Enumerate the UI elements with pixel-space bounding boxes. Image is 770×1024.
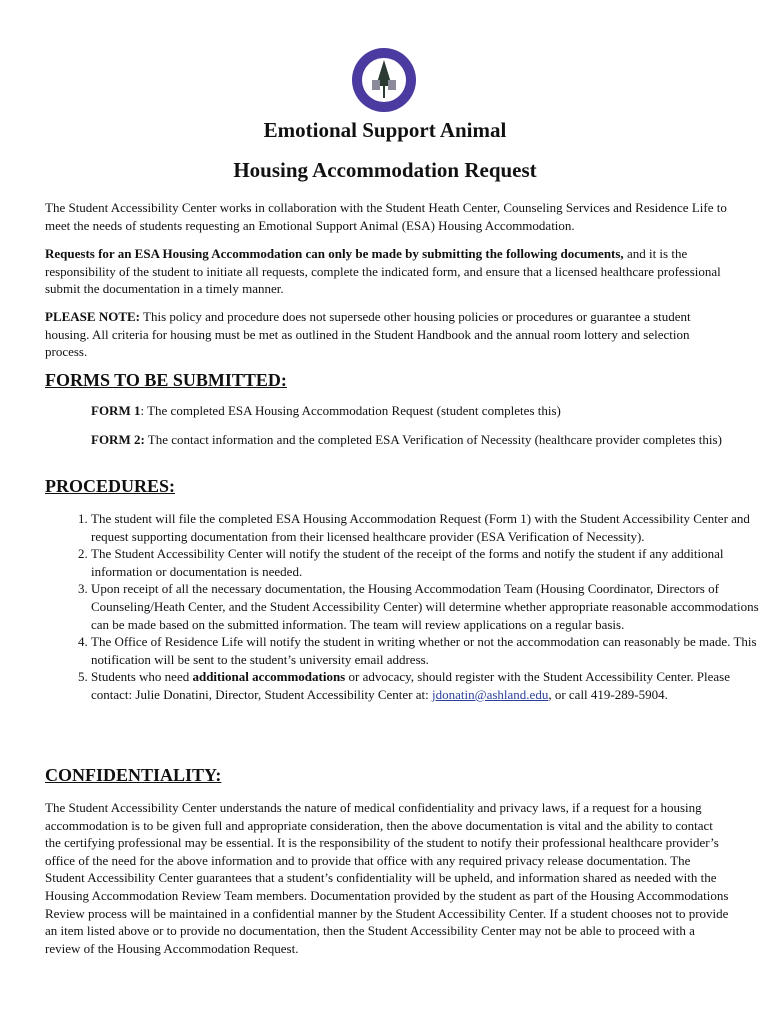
procedures-list <box>45 510 770 704</box>
form-1-text: : The completed ESA Housing Accommodation Request (student completes this) <box>140 403 561 418</box>
intro-paragraph: The Student Accessibility Center works in collaboration with the Student Heath Center, Counseling Services and Residence Life to meet the needs of students requesting an Emotional Support Animal (ESA) Housing Accommodation. <box>45 200 727 233</box>
confidentiality-paragraph: The Student Accessibility Center understands the nature of medical confidentiality and privacy laws, if a request for a housing accommodation is to be given full and appropriate consideration, then the above documentation is vital and the ability to contact the certifying professional may be essential. It is the responsibility of the student to notify their professional healthcare provider’s office of the need for the above information and to provide that office with any required privacy release documentation. The Student Accessibility Center guarantees that a student’s confidentiality will be upheld, and information shared as needed with the Housing Accommodation Review Team members. Documentation provided by the student as part of the Housing Accommodations Review process will be maintained in a confidential manner by the Student Accessibility Center. If a student chooses not to provide an item listed above or to provide no documentation, then the Student Accessibility Center may not be able to proceed with a review of the Housing Accommodation Request. <box>45 800 729 956</box>
item5-pre: Students who need <box>91 669 193 685</box>
form-2-text: The contact information and the completed ESA Verification of Necessity (healthcare provider completes this) <box>144 432 722 447</box>
form-1 <box>91 402 731 420</box>
note-text: This policy and procedure does not supersede other housing policies or procedures or guarantee a student housing. All criteria for housing must be met as outlined in the Student Handbook and the annual room lottery and selection process. <box>45 309 691 360</box>
requests-paragraph <box>45 245 730 298</box>
requests-bold: Requests for an ESA Housing Accommodation can only be made by submitting the following documents, <box>45 246 624 261</box>
note-label: PLEASE NOTE: <box>45 309 140 324</box>
university-seal-logo <box>350 46 418 114</box>
procedures-heading: PROCEDURES: <box>45 476 176 496</box>
confidentiality-heading: CONFIDENTIALITY: <box>45 765 222 785</box>
requests-text: and it is the responsibility of the student to initiate all requests, complete the indicated form, and ensure that a licensed healthcare professional submit the documentation in a timely manner. <box>45 246 721 297</box>
procedure-item: 3. Upon receipt of all the necessary documentation, the Housing Accommodation Team (Housing Coordinator, Directors of Counseling/Heath Center, and the Student Accessibility Center) will determine whether appropriate reasonable accommodations can be made based on the submitted information. The team will review applications on a regular basis. <box>91 580 770 633</box>
item5-bold: additional accommodations <box>192 669 346 685</box>
form-2 <box>91 431 731 449</box>
procedure-item: 1. The student will file the completed ESA Housing Accommodation Request (Form 1) with the Student Accessibility Center and request supporting documentation from their licensed healthcare provider (ESA Verification of Necessity). <box>91 510 770 545</box>
procedure-item: 2. The Student Accessibility Center will notify the student of the receipt of the forms and notify the student if any additional information or documentation is needed. <box>91 545 770 580</box>
forms-heading: FORMS TO BE SUBMITTED: <box>45 370 287 390</box>
item5-mid: or advocacy, should register with the Student Accessibility Center. Please contact: Julie Donatini, Director, Student Accessibility Center at: <box>91 669 730 702</box>
title-line-1: Emotional Support Animal <box>263 118 507 142</box>
title-line-2: Housing Accommodation Request <box>233 158 537 182</box>
note-paragraph <box>45 308 730 361</box>
item5-post: , or call 419-289-5904. <box>548 686 668 702</box>
procedure-item <box>91 668 770 703</box>
email-link[interactable]: jdonatin@ashland.edu <box>432 686 549 702</box>
form-1-label: FORM 1 <box>91 403 141 418</box>
form-2-label: FORM 2: <box>91 432 145 447</box>
procedure-item: 4. The Office of Residence Life will notify the student in writing whether or not the accommodation can reasonably be made. This notification will be sent to the student’s university email address. <box>91 633 770 668</box>
